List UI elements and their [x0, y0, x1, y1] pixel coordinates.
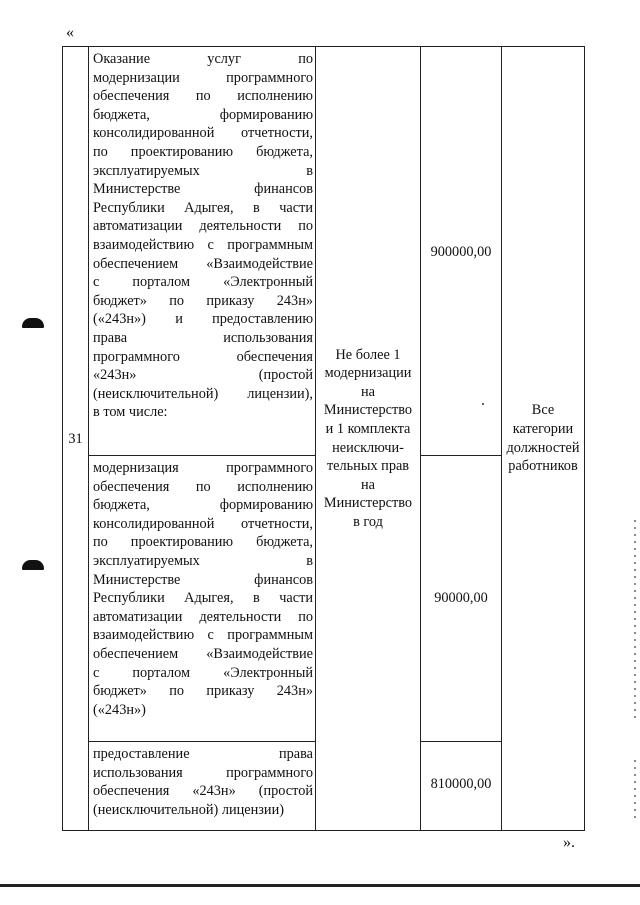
cell-line: в том числе: — [93, 404, 168, 421]
cell-line: Республики Адыгея, в части — [93, 199, 313, 216]
cell-line: (неисключительной) лицензии) — [93, 801, 284, 818]
cell-line: Министерство — [323, 495, 413, 512]
cell-line: Министерстве финансов — [93, 571, 313, 588]
cell-line: модернизация программного — [93, 460, 313, 476]
cell-line: работников — [508, 458, 578, 475]
cell-line: автоматизации деятельности по — [93, 608, 313, 625]
cell-line: по проектированию бюджета, — [93, 143, 313, 160]
opening-quote: « — [66, 24, 74, 41]
closing-quote: ». — [563, 834, 575, 851]
cell-line: на — [361, 383, 375, 400]
cell-line: бюджет» по приказу 243н» — [93, 683, 313, 700]
procurement-table — [62, 46, 585, 831]
cell-line: обеспечением «Взаимодействие — [93, 255, 313, 272]
cell-line: категории — [512, 420, 574, 437]
cell-line: (неисключительной) лицензии), — [93, 385, 313, 402]
cell-line: права использования — [93, 329, 313, 346]
price-main: 900000,00 — [421, 47, 502, 456]
edge-artifact — [634, 520, 636, 720]
cell-line: эксплуатируемых в — [93, 162, 313, 179]
cell-line: модернизации — [324, 365, 412, 382]
cell-line: обеспечения по исполнению — [93, 478, 313, 495]
cell-line: бюджета, формированию — [93, 497, 313, 514]
edge-artifact — [634, 760, 636, 820]
page-bottom-edge — [0, 884, 640, 887]
cell-line: эксплуатируемых в — [93, 552, 313, 569]
cell-line: Министерство — [323, 402, 413, 419]
cell-line: («243н») и предоставлению — [93, 311, 313, 328]
cell-line: обеспечения «243н» (простой — [93, 783, 313, 800]
cell-line: должностей — [506, 439, 580, 456]
cell-line: взаимодействию с программным — [93, 627, 313, 644]
table-row — [63, 47, 585, 456]
cell-line: Не более 1 — [335, 346, 401, 363]
cell-line: программного обеспечения — [93, 348, 313, 365]
cell-line: модернизации программного — [93, 69, 313, 86]
cell-line: взаимодействию с программным — [93, 236, 313, 253]
cell-line: Министерстве финансов — [93, 181, 313, 198]
cell-line: обеспечения по исполнению — [93, 88, 313, 105]
cell-line: предоставление права — [93, 746, 313, 762]
cell-line: «243н» (простой — [93, 367, 313, 384]
cell-line: неисключи- — [332, 439, 404, 456]
service-description — [89, 47, 316, 456]
cell-line: с порталом «Электронный — [93, 664, 313, 681]
employee-category — [502, 47, 585, 831]
cell-line: автоматизации деятельности по — [93, 218, 313, 235]
modernization-description — [89, 456, 316, 742]
punch-hole-mark-top — [22, 318, 44, 328]
cell-line: бюджет» по приказу 243н» — [93, 292, 313, 309]
cell-line: тельных прав — [326, 458, 410, 475]
punch-hole-mark-bottom — [22, 560, 44, 570]
cell-line: («243н») — [93, 701, 146, 718]
cell-line: бюджета, формированию — [93, 106, 313, 123]
license-description — [89, 742, 316, 831]
cell-line: в год — [353, 513, 383, 530]
price-modernization: 90000,00 — [421, 456, 502, 742]
cell-line: консолидированной отчетности, — [93, 515, 313, 532]
cell-line: обеспечением «Взаимодействие — [93, 645, 313, 662]
scan-speck — [482, 403, 484, 405]
cell-line: Республики Адыгея, в части — [93, 590, 313, 607]
cell-line: использования программного — [93, 764, 313, 781]
quantity-cell — [316, 47, 421, 831]
cell-line: на — [361, 476, 375, 493]
price-license: 810000,00 — [421, 742, 502, 831]
cell-line: консолидированной отчетности, — [93, 125, 313, 142]
row-number: 31 — [63, 47, 89, 831]
cell-line: и 1 комплекта — [325, 420, 411, 437]
cell-line: Оказание услуг по — [93, 51, 313, 67]
cell-line: Все — [531, 402, 555, 419]
cell-line: с порталом «Электронный — [93, 274, 313, 291]
cell-line: по проектированию бюджета, — [93, 534, 313, 551]
